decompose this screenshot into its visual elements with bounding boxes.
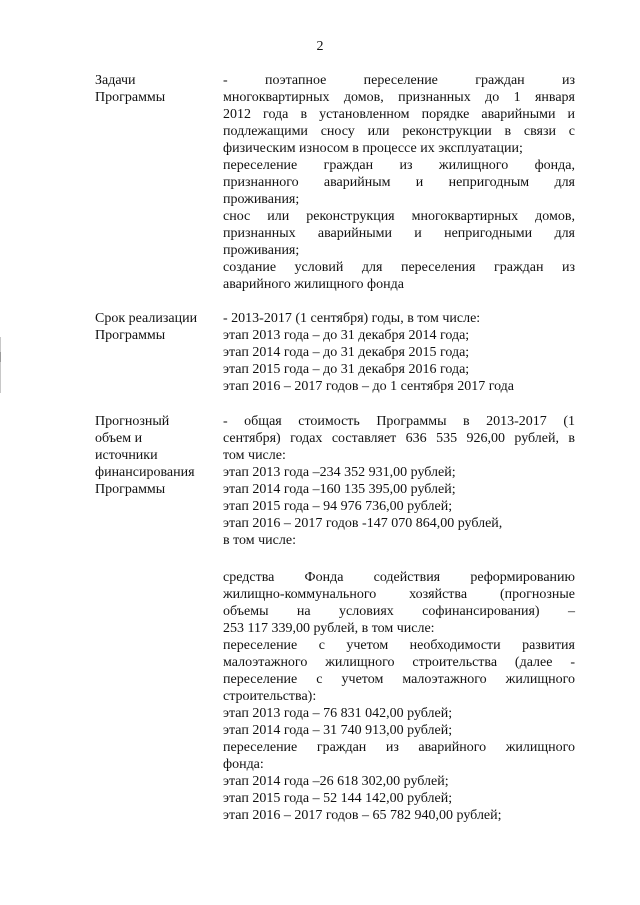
text-line: снос или реконструкция многоквартирных домов, [223,209,575,224]
page-number: 2 [316,39,324,54]
text-line: средства Фонда содействия реформированию [223,570,575,585]
text-line: этап 2014 года –26 618 302,00 рублей; [223,774,449,789]
text-line: объемы на условиях софинансирования) – [223,604,575,619]
scan-edge-mark [0,337,1,393]
text-line: - общая стоимость Программы в 2013-2017 (1 [223,414,575,429]
text-line: подлежащими сносу или реконструкции в связи с [223,124,575,139]
text-line: переселение с учетом малоэтажного жилищного [223,672,575,687]
text-line: переселение граждан из жилищного фонда, [223,158,575,173]
text-line: создание условий для переселения граждан из [223,260,575,275]
text-line: фонда: [223,757,264,772]
text-line: этап 2014 года – до 31 декабря 2015 года; [223,345,470,360]
text-line: - поэтапное переселение граждан из [223,73,575,88]
text-line: 2012 года в установленном порядке аварийными и [223,107,575,122]
text-line: этап 2015 года – 94 976 736,00 рублей; [223,499,453,514]
text-line: сентября) годах составляет 636 535 926,00 рублей, в [223,431,575,446]
text-line: признанного аварийным и непригодным для [223,175,575,190]
text-line: том числе: [223,448,286,463]
text-line: этап 2016 – 2017 годов – 65 782 940,00 рублей; [223,808,502,823]
section-label: Прогнозный объем и источники финансирования Программы [95,414,195,497]
text-line: - 2013-2017 (1 сентября) годы, в том числе: [223,311,481,326]
text-line: этап 2014 года – 31 740 913,00 рублей; [223,723,453,738]
text-line: признанных аварийными и непригодными для [223,226,575,241]
text-line: в том числе: [223,533,296,548]
text-line: аварийного жилищного фонда [223,277,404,292]
text-line: малоэтажного жилищного строительства (далее - [223,655,575,670]
section-label: Срок реализации Программы [95,311,198,343]
text-line: физическим износом в процессе их эксплуатации; [223,141,523,156]
text-line: этап 2016 – 2017 годов – до 1 сентября 2017 года [223,379,515,394]
text-line: строительства): [223,689,317,704]
text-line: жилищно-коммунального хозяйства (прогнозные [223,587,575,602]
paragraph-gap [223,549,575,569]
text-line: переселение граждан из аварийного жилищного [223,740,575,755]
text-line: проживания; [223,243,300,258]
section-label: Задачи Программы [95,73,166,105]
text-line: этап 2013 года – 76 831 042,00 рублей; [223,706,453,721]
text-line: этап 2013 года –234 352 931,00 рублей; [223,465,456,480]
text-line: этап 2016 – 2017 годов -147 070 864,00 рублей, [223,516,503,531]
text-line: этап 2014 года –160 135 395,00 рублей; [223,482,456,497]
scan-edge-mark [0,352,1,362]
section-content [223,72,575,293]
text-line: этап 2015 года – до 31 декабря 2016 года; [223,362,470,377]
text-line: 253 117 339,00 рублей, в том числе: [223,621,435,636]
text-line: этап 2013 года – до 31 декабря 2014 года; [223,328,470,343]
text-line: многоквартирных домов, признанных до 1 января [223,90,575,105]
text-line: переселение с учетом необходимости развития [223,638,575,653]
text-line: этап 2015 года – 52 144 142,00 рублей; [223,791,453,806]
section-content [223,310,575,395]
text-line: проживания; [223,192,300,207]
section-content [223,413,575,824]
